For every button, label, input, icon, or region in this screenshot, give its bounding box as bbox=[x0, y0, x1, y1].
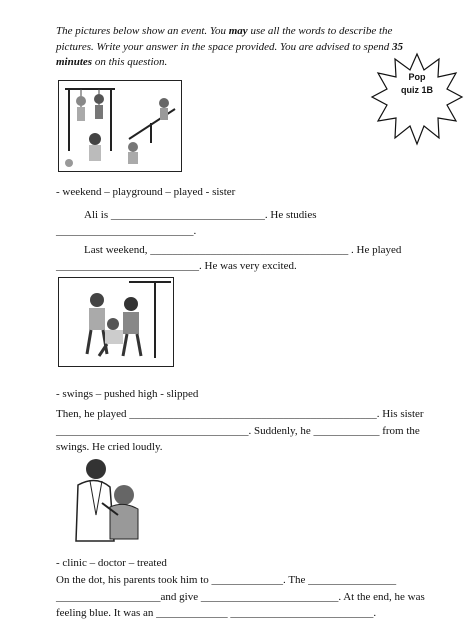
swings-illustration-icon bbox=[59, 278, 173, 366]
picture-playground bbox=[58, 80, 182, 172]
answer-line-1-3: Last weekend, ____________________________________ . He played bbox=[84, 244, 402, 256]
keywords-section-3: - clinic – doctor – treated bbox=[56, 557, 167, 569]
keywords-section-2: - swings – pushed high - slipped bbox=[56, 388, 199, 400]
answer-line-2-1: Then, he played _____________________________________________. His sister bbox=[56, 408, 424, 420]
instructions-emphasis-minutes-word: minutes bbox=[56, 56, 93, 68]
answer-line-3-3: feeling blue. It was an _____________ __________________________. bbox=[56, 607, 377, 619]
answer-line-2-2: ___________________________________. Suddenly, he ____________ from the bbox=[56, 425, 420, 437]
instructions-text-1: The pictures below show an event. You bbox=[56, 25, 229, 37]
instructions-paragraph bbox=[56, 24, 408, 71]
doctor-illustration-icon bbox=[60, 455, 142, 547]
answer-line-1-2: _________________________. bbox=[56, 225, 197, 237]
instructions-text-3: on this question. bbox=[92, 56, 168, 68]
answer-line-3-1: On the dot, his parents took him to _____________. The ________________ bbox=[56, 574, 397, 586]
answer-line-3-2: ___________________and give _________________________. At the end, he was bbox=[56, 591, 425, 603]
instructions-emphasis-minutes-number: 35 bbox=[391, 40, 403, 53]
keywords-section-1: - weekend – playground – played - sister bbox=[56, 186, 236, 198]
picture-swings bbox=[58, 277, 174, 367]
picture-doctor bbox=[60, 455, 142, 547]
answer-line-2-3: swings. He cried loudly. bbox=[56, 441, 163, 453]
badge-line-2: quiz 1B bbox=[400, 85, 433, 95]
badge-line-1: Pop bbox=[408, 72, 426, 82]
answer-line-1-1: Ali is ____________________________. He studies bbox=[84, 209, 317, 221]
instructions-emphasis-may: may bbox=[228, 25, 248, 37]
playground-illustration-icon bbox=[59, 81, 181, 171]
instructions-text-2: use all the words to describe the pictures. Write your answer in the space provided. You are advised to spend bbox=[56, 25, 393, 53]
starburst-badge-icon bbox=[370, 52, 464, 146]
answer-line-1-4: __________________________. He was very excited. bbox=[56, 260, 297, 272]
pop-quiz-badge bbox=[370, 71, 464, 97]
